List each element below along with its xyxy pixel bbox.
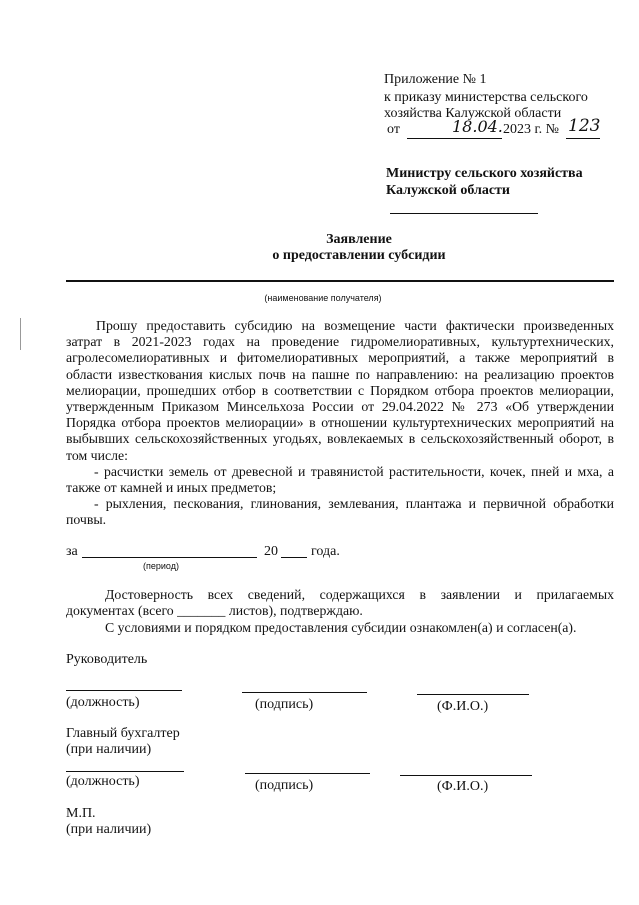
appendix-date-prefix: от	[387, 122, 400, 137]
appendix-order-line: к приказу министерства сельского	[384, 90, 588, 105]
period-suffix: года.	[311, 544, 340, 559]
period-prefix: за	[66, 544, 78, 559]
list-item-clearing: - расчистки земель от древесной и травянистой растительности, кочек, пней и мха, а также от камней и иных предметов;	[66, 463, 614, 496]
document-title: Заявление	[326, 232, 392, 247]
period-line[interactable]	[82, 557, 257, 558]
number-underline	[566, 138, 600, 139]
addressee-line-2: Калужской области	[386, 183, 510, 198]
appendix-ministry-line: хозяйства Калужской области	[384, 106, 562, 121]
accountant-position-caption: (должность)	[66, 774, 140, 789]
application-body	[66, 318, 614, 529]
confirm-line-3: С условиями и порядком предоставления субсидии ознакомлен(а) и согласен(а).	[105, 620, 577, 635]
scan-edge-mark	[20, 318, 21, 350]
head-position-caption: (должность)	[66, 695, 140, 710]
date-underline	[407, 138, 502, 139]
accountant-label: Главный бухгалтер	[66, 726, 180, 741]
addressee-line-1: Министру сельского хозяйства	[386, 166, 583, 181]
head-signature-caption: (подпись)	[255, 697, 314, 712]
period-year-line[interactable]	[281, 557, 307, 558]
document-subtitle: о предоставлении субсидии	[272, 248, 446, 263]
stamp-label: М.П.	[66, 806, 96, 821]
confirm-line-1: Достоверность всех сведений, содержащихся в заявлении и прилагаемых	[105, 587, 614, 602]
stamp-note: (при наличии)	[66, 822, 152, 837]
handwritten-date: 18.04.	[452, 117, 503, 136]
head-position-line[interactable]	[66, 690, 182, 691]
recipient-line	[66, 280, 614, 282]
accountant-fio-line[interactable]	[400, 775, 532, 776]
head-label: Руководитель	[66, 652, 148, 667]
appendix-title: Приложение № 1	[384, 72, 487, 87]
addressee-underline	[390, 213, 538, 214]
confirm-line-2: документах (всего _______ листов), подтверждаю.	[66, 603, 363, 618]
accountant-signature-line[interactable]	[245, 773, 370, 774]
head-fio-caption: (Ф.И.О.)	[437, 699, 489, 714]
recipient-caption: (наименование получателя)	[264, 293, 382, 303]
accountant-note: (при наличии)	[66, 742, 152, 757]
period-year-prefix: 20	[264, 544, 278, 559]
period-caption: (период)	[143, 561, 179, 571]
accountant-signature-caption: (подпись)	[255, 778, 314, 793]
application-paragraph: Прошу предоставить субсидию на возмещение части фактически произведенных затрат в 2021-2023 годах на проведение гидромелиоративных, культуртехнических, агролесомелиоративных и фитомелиоративных мероприятий, а также мероприятий в области известкования кислых почв на пашне по направлению: на реализацию проектов мелиорации, прошедших отбор в соответствии с Порядком отбора проектов мелиорации, утвержденным Приказом Минсельхоза России от 29.04.2022 № 273 «Об утверждении Порядка отбора проектов мелиорации» в отношении культуртехнических мероприятий на выбывших сельскохозяйственных угодьях, вовлекаемых в сельскохозяйственный оборот, в том числе:	[66, 318, 614, 463]
accountant-fio-caption: (Ф.И.О.)	[437, 779, 489, 794]
list-item-loosening: - рыхления, пескования, глинования, землевания, плантажа и первичной обработки почвы.	[66, 496, 614, 528]
accountant-position-line[interactable]	[66, 771, 184, 772]
head-fio-line[interactable]	[417, 694, 529, 695]
head-signature-line[interactable]	[242, 692, 367, 693]
appendix-year-number: 2023 г. №	[503, 122, 560, 137]
handwritten-number: 123	[568, 116, 601, 136]
